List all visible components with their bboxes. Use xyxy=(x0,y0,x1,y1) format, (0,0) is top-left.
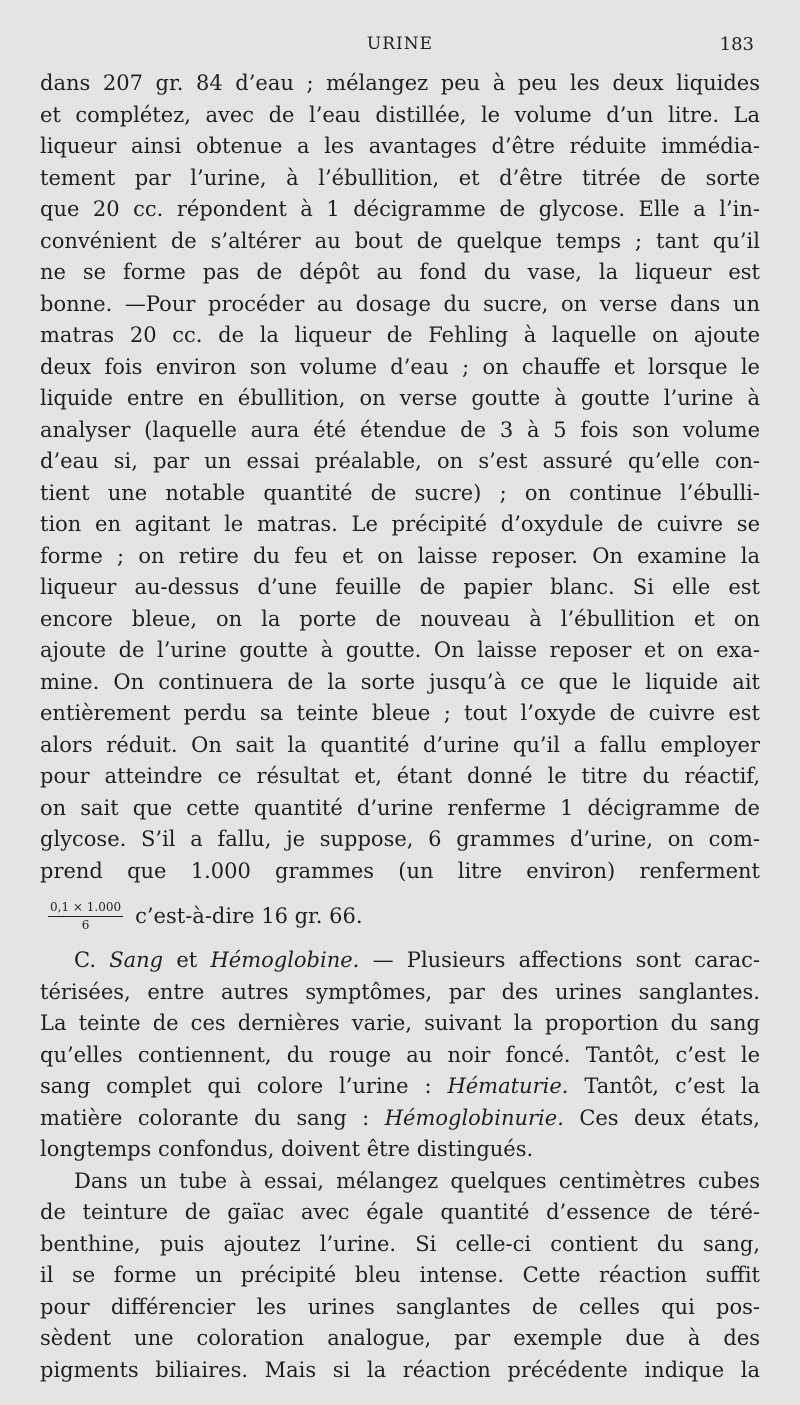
text-line: tion en agitant le matras. Le précipité d’oxydule de cuivre se xyxy=(40,512,760,536)
text-line: benthine, puis ajoutez l’urine. Si celle-ci contient du sang, xyxy=(40,1231,760,1256)
text-line: Dans un tube à essai, mélangez quelques centimètres cubes xyxy=(74,1168,760,1193)
text-line: ajoute de l’urine goutte à goutte. On laisse reposer et on exa- xyxy=(40,638,760,662)
term-hematurie: Hématurie. xyxy=(447,1074,569,1098)
formula xyxy=(40,887,760,945)
text-line: il se forme un précipité bleu intense. Cette réaction suffit xyxy=(40,1263,760,1287)
paragraph-dosage-sucre xyxy=(40,68,760,945)
text-line: alors réduit. On sait la quantité d’urine qu’il a fallu employer xyxy=(40,732,760,757)
text-line: sèdent une coloration analogue, par exemple due à des xyxy=(40,1326,760,1350)
text-line: liqueur au-dessus d’une feuille de papier blanc. Si elle est xyxy=(40,575,760,599)
text-line: entièrement perdu sa teinte bleue ; tout l’oxyde de cuivre est xyxy=(40,701,760,725)
text-fragment: sang complet qui colore l’urine : xyxy=(40,1074,432,1098)
text-line: longtemps confondus, doivent être distingués. xyxy=(40,1137,534,1161)
text-line: liqueur ainsi obtenue a les avantages d’être réduite immédia- xyxy=(40,134,760,158)
text-line: deux fois environ son volume d’eau ; on chauffe et lorsque le xyxy=(40,354,760,379)
text-line: matras 20 cc. de la liqueur de Fehling à laquelle on ajoute xyxy=(40,323,760,347)
text-line: liquide entre en ébullition, on verse goutte à goutte l’urine à xyxy=(40,386,760,410)
term-sang: Sang xyxy=(109,948,164,972)
paragraph-gaiac xyxy=(40,1166,760,1387)
text-line: dans 207 gr. 84 d’eau ; mélangez peu à peu les deux liquides xyxy=(40,71,760,95)
text-line xyxy=(40,945,760,977)
page-header xyxy=(40,28,760,68)
text-line: analyser (laquelle aura été étendue de 3 à 5 fois son volume xyxy=(40,417,760,442)
text-line: d’eau si, par un essai préalable, on s’est assuré qu’elle con- xyxy=(40,449,760,473)
term-hemoglobine: Hémoglobine. xyxy=(210,948,360,972)
paragraph-sang-hemoglobine xyxy=(40,945,760,1166)
text-line: ne se forme pas de dépôt au fond du vase, la liqueur est xyxy=(40,260,760,284)
text-line: pour atteindre ce résultat et, étant donné le titre du réactif, xyxy=(40,764,760,788)
text-fragment: Tantôt, c’est la xyxy=(584,1074,760,1098)
text-line: térisées, entre autres symptômes, par des urines sanglantes. xyxy=(40,979,760,1004)
text-line: et complétez, avec de l’eau distillée, le volume d’un litre. La xyxy=(40,102,760,127)
section-letter: C. xyxy=(74,948,96,972)
formula-result: c’est-à-dire 16 gr. 66. xyxy=(135,904,363,928)
joiner: et xyxy=(176,948,198,972)
page-number: 183 xyxy=(719,34,754,55)
fraction xyxy=(48,900,123,933)
text-line: de teinture de gaïac avec égale quantité d’essence de téré- xyxy=(40,1200,760,1224)
text-line: on sait que cette quantité d’urine renferme 1 décigramme de xyxy=(40,795,760,820)
running-title: URINE xyxy=(366,34,434,54)
text-line: pour différencier les urines sanglantes de celles qui pos- xyxy=(40,1294,760,1319)
text-fragment: Ces deux états, xyxy=(579,1105,760,1130)
fraction-denominator: 6 xyxy=(81,917,90,932)
term-hemoglobinurie: Hémoglobinurie. xyxy=(384,1105,564,1130)
text-line: pigments biliaires. Mais si la réaction précédente indique la xyxy=(40,1357,760,1382)
text-line: tient une notable quantité de sucre) ; on continue l’ébulli- xyxy=(40,480,760,505)
text-fragment: matière colorante du sang : xyxy=(40,1105,370,1130)
text-line: encore bleue, on la porte de nouveau à l’ébullition et on xyxy=(40,606,760,631)
text-line xyxy=(40,1103,760,1135)
fraction-numerator: 0,1 × 1.000 xyxy=(48,900,123,917)
text-line: convénient de s’altérer au bout de quelque temps ; tant qu’il xyxy=(40,228,760,253)
text-line: mine. On continuera de la sorte jusqu’à ce que le liquide ait xyxy=(40,669,760,694)
text-line: tement par l’urine, à l’ébullition, et d’être titrée de sorte xyxy=(40,165,760,190)
text-line: prend que 1.000 grammes (un litre environ) renferment xyxy=(40,858,760,883)
text-line: bonne. —Pour procéder au dosage du sucre, on verse dans un xyxy=(40,291,760,316)
text-line xyxy=(40,1071,760,1103)
text-line: qu’elles contiennent, du rouge au noir foncé. Tantôt, c’est le xyxy=(40,1042,760,1067)
text-fragment: — Plusieurs affections sont carac- xyxy=(372,948,760,972)
text-line: que 20 cc. répondent à 1 décigramme de glycose. Elle a l’in- xyxy=(40,197,760,221)
text-line: La teinte de ces dernières varie, suivant la proportion du sang xyxy=(40,1011,760,1035)
text-line: glycose. S’il a fallu, je suppose, 6 grammes d’urine, on com- xyxy=(40,827,760,851)
text-line: forme ; on retire du feu et on laisse reposer. On examine la xyxy=(40,543,760,568)
